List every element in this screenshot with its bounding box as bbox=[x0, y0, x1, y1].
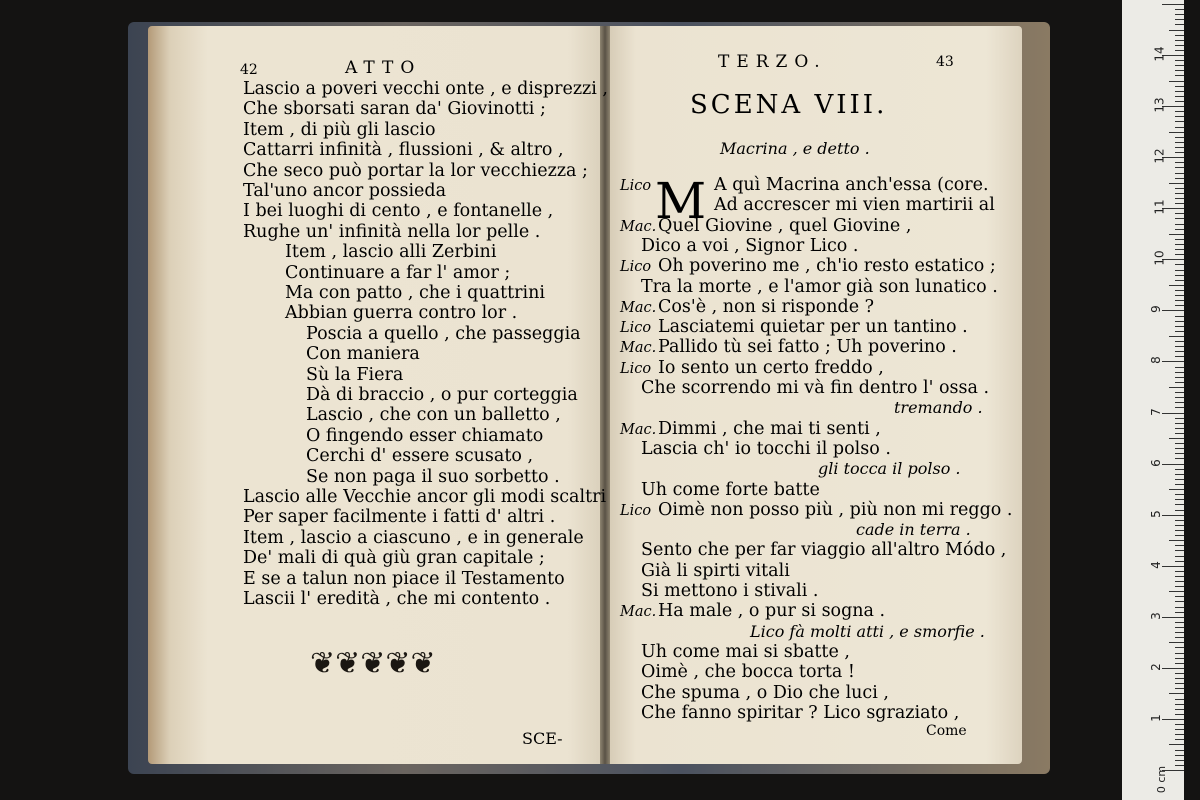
ruler-tick bbox=[1175, 142, 1184, 143]
ruler-tick bbox=[1175, 305, 1184, 306]
ruler-tick bbox=[1175, 535, 1184, 536]
ruler-tick bbox=[1175, 382, 1184, 383]
left-text-line: De' mali di quà giù gran capitale ; bbox=[243, 548, 545, 569]
ruler-tick bbox=[1175, 367, 1184, 368]
speaker-label: Mac. bbox=[620, 604, 657, 621]
ruler-tick bbox=[1175, 377, 1184, 378]
ruler-tick bbox=[1175, 433, 1184, 434]
ruler-tick bbox=[1175, 351, 1184, 352]
ruler-tick bbox=[1175, 458, 1184, 459]
dialogue-line: Quel Giovine , quel Giovine , bbox=[658, 215, 912, 236]
ruler-tick bbox=[1169, 30, 1184, 31]
left-text-line: Ma con patto , che i quattrini bbox=[285, 283, 545, 303]
dialogue-line: Io sento un certo freddo , bbox=[658, 357, 884, 378]
ruler-tick bbox=[1175, 275, 1184, 276]
ruler-tick bbox=[1175, 729, 1184, 730]
ruler-tick bbox=[1175, 356, 1184, 357]
ruler-tick bbox=[1175, 453, 1184, 454]
left-text-line: Che seco può portar la lor vecchiezza ; bbox=[243, 160, 588, 181]
ruler-tick bbox=[1175, 699, 1184, 700]
ruler-tick bbox=[1169, 387, 1184, 388]
ruler-tick bbox=[1175, 673, 1184, 674]
ruler-tick bbox=[1169, 591, 1184, 592]
ruler-tick bbox=[1175, 45, 1184, 46]
ruler-tick bbox=[1175, 663, 1184, 664]
ruler-tick bbox=[1175, 280, 1184, 281]
ruler-tick bbox=[1175, 229, 1184, 230]
drop-cap: M bbox=[655, 172, 707, 230]
speaker-label: Mac. bbox=[620, 340, 657, 357]
ruler-tick bbox=[1175, 607, 1184, 608]
dialogue-line: Si mettono i stivali . bbox=[641, 581, 819, 601]
ruler-tick bbox=[1169, 336, 1184, 337]
dialogue-line: Dimmi , che mai ti senti , bbox=[658, 418, 881, 439]
ruler-tick bbox=[1162, 310, 1184, 311]
ruler-tick bbox=[1175, 576, 1184, 577]
dialogue-line: Già li spirti vitali bbox=[641, 560, 790, 581]
ruler-tick bbox=[1175, 372, 1184, 373]
ruler-number: 4 bbox=[1148, 560, 1163, 569]
ruler-tick bbox=[1175, 173, 1184, 174]
ruler-tick bbox=[1175, 678, 1184, 679]
ruler-tick bbox=[1175, 147, 1184, 148]
ruler-tick bbox=[1175, 341, 1184, 342]
left-text-line: O fingendo esser chiamato bbox=[306, 425, 544, 446]
ruler-tick bbox=[1175, 326, 1184, 327]
ruler-tick bbox=[1175, 101, 1184, 102]
ruler-tick bbox=[1175, 571, 1184, 572]
left-text-line: Cattarri infinità , flussioni , & altro , bbox=[243, 140, 564, 161]
speaker-label: Lico bbox=[620, 320, 652, 337]
ruler-tick bbox=[1175, 632, 1184, 633]
speaker-label: Lico bbox=[620, 178, 652, 194]
ruler-tick bbox=[1175, 270, 1184, 271]
ruler-tick bbox=[1175, 499, 1184, 500]
ruler-tick bbox=[1175, 525, 1184, 526]
right-running-head: TERZO. bbox=[718, 52, 827, 72]
ruler-number: 10 bbox=[1152, 250, 1167, 266]
dialogue-line: Lasciatemi quietar per un tantino . bbox=[658, 317, 968, 338]
ruler-tick bbox=[1175, 704, 1184, 705]
ruler-tick bbox=[1175, 75, 1184, 76]
ruler-tick bbox=[1175, 331, 1184, 332]
left-text-line: Cerchi d' essere scusato , bbox=[306, 446, 534, 467]
left-text-line: Item , lascio a ciascuno , e in generale bbox=[243, 527, 584, 548]
ruler-tick bbox=[1169, 489, 1184, 490]
scene-characters: Macrina , e detto . bbox=[720, 139, 870, 158]
ruler-tick bbox=[1169, 693, 1184, 694]
ruler-tick bbox=[1175, 14, 1184, 15]
left-text-line: Item , di più gli lascio bbox=[243, 119, 436, 140]
ruler-tick bbox=[1175, 765, 1184, 766]
ruler-tick bbox=[1162, 617, 1184, 618]
stage-direction: gli tocca il polso . bbox=[818, 459, 961, 479]
ruler-tick bbox=[1175, 224, 1184, 225]
ruler-tick bbox=[1175, 586, 1184, 587]
ruler-tick bbox=[1175, 121, 1184, 122]
dialogue-line: Ha male , o pur si sogna . bbox=[658, 601, 886, 622]
ruler-tick bbox=[1162, 566, 1184, 567]
ruler-tick bbox=[1175, 397, 1184, 398]
ruler-tick bbox=[1162, 361, 1184, 362]
ruler-tick bbox=[1175, 193, 1184, 194]
ruler-tick bbox=[1175, 469, 1184, 470]
ruler-tick bbox=[1175, 70, 1184, 71]
dialogue-line: A quì Macrina anch'essa (core. bbox=[714, 175, 989, 195]
ruler-tick bbox=[1175, 443, 1184, 444]
speaker-label: Mac. bbox=[620, 218, 657, 235]
ruler-tick bbox=[1169, 183, 1184, 184]
ruler-tick bbox=[1169, 744, 1184, 745]
ruler-tick bbox=[1175, 407, 1184, 408]
ruler-tick bbox=[1175, 19, 1184, 20]
left-text-line: Rughe un' infinità nella lor pelle . bbox=[243, 221, 541, 242]
left-text-line: Lascio a poveri vecchi onte , e disprezzi , bbox=[243, 79, 608, 99]
dialogue-line: Sento che per far viaggio all'altro Módo , bbox=[641, 540, 1007, 561]
ruler-number: 8 bbox=[1148, 356, 1163, 365]
ruler-tick bbox=[1175, 601, 1184, 602]
ruler-tick bbox=[1175, 561, 1184, 562]
dialogue-line: Dico a voi , Signor Lico . bbox=[641, 235, 859, 256]
ruler-tick bbox=[1175, 637, 1184, 638]
ruler-tick bbox=[1175, 402, 1184, 403]
ruler-tick bbox=[1175, 658, 1184, 659]
ruler-tick bbox=[1175, 755, 1184, 756]
ruler-number: 14 bbox=[1152, 46, 1167, 62]
ruler-tick bbox=[1175, 683, 1184, 684]
ruler-tick bbox=[1162, 515, 1184, 516]
left-text-line: Lascio alle Vecchie ancor gli modi scaltri bbox=[243, 487, 607, 507]
ruler-tick bbox=[1175, 392, 1184, 393]
ornament: ❦❦❦❦❦ bbox=[310, 646, 436, 681]
dialogue-line: Uh come forte batte bbox=[641, 479, 820, 500]
ruler-tick bbox=[1175, 86, 1184, 87]
left-text-line: Lascii l' eredità , che mi contento . bbox=[243, 589, 551, 609]
ruler-tick bbox=[1175, 520, 1184, 521]
left-text-line: Per saper facilmente i fatti d' altri . bbox=[243, 507, 556, 528]
ruler-tick bbox=[1175, 734, 1184, 735]
ruler-number: 13 bbox=[1152, 97, 1167, 113]
right-page-number: 43 bbox=[936, 54, 954, 70]
left-text-line: E se a talun non piace il Testamento bbox=[243, 568, 565, 589]
ruler-tick bbox=[1175, 739, 1184, 740]
ruler-tick bbox=[1175, 254, 1184, 255]
ruler-tick bbox=[1169, 540, 1184, 541]
ruler-tick bbox=[1175, 550, 1184, 551]
dialogue-line: Oimè , che bocca torta ! bbox=[641, 662, 855, 683]
left-text-line: Continuare a far l' amor ; bbox=[285, 262, 511, 283]
ruler-tick bbox=[1175, 484, 1184, 485]
ruler-tick bbox=[1162, 4, 1184, 5]
ruler-number: 5 bbox=[1148, 509, 1163, 518]
ruler-tick bbox=[1175, 750, 1184, 751]
right-catchword: Come bbox=[926, 723, 967, 739]
speaker-label: Mac. bbox=[620, 421, 657, 438]
ruler-unit-label: 0 cm bbox=[1155, 765, 1169, 794]
left-text-line: Dà di braccio , o pur corteggia bbox=[306, 385, 578, 405]
ruler-tick bbox=[1175, 714, 1184, 715]
ruler-tick bbox=[1175, 178, 1184, 179]
ruler-tick bbox=[1175, 423, 1184, 424]
dialogue-line: Tra la morte , e l'amor già son lunatico . bbox=[641, 276, 998, 297]
ruler-number: 9 bbox=[1148, 305, 1163, 314]
ruler-tick bbox=[1175, 249, 1184, 250]
ruler-tick bbox=[1175, 760, 1184, 761]
ruler-tick bbox=[1175, 346, 1184, 347]
dialogue-line: Che scorrendo mi và fin dentro l' ossa . bbox=[641, 378, 990, 398]
left-text-line: Se non paga il suo sorbetto . bbox=[306, 466, 560, 487]
dialogue-line: Cos'è , non si risponde ? bbox=[658, 296, 874, 317]
ruler-tick bbox=[1169, 81, 1184, 82]
ruler-tick bbox=[1175, 316, 1184, 317]
ruler-tick bbox=[1175, 40, 1184, 41]
ruler-tick bbox=[1162, 668, 1184, 669]
ruler-number: 12 bbox=[1152, 148, 1167, 164]
ruler-tick bbox=[1169, 438, 1184, 439]
ruler-tick bbox=[1175, 65, 1184, 66]
ruler-tick bbox=[1175, 213, 1184, 214]
ruler-tick bbox=[1175, 218, 1184, 219]
ruler-tick bbox=[1175, 545, 1184, 546]
ruler-tick bbox=[1175, 152, 1184, 153]
speaker-label: Lico bbox=[620, 360, 652, 377]
ruler-tick bbox=[1175, 510, 1184, 511]
ruler-tick bbox=[1175, 244, 1184, 245]
ruler-tick bbox=[1175, 622, 1184, 623]
dialogue-line: Oh poverino me , ch'io resto estatico ; bbox=[658, 256, 996, 277]
ruler-number: 3 bbox=[1148, 611, 1163, 620]
ruler-tick bbox=[1175, 688, 1184, 689]
ruler-tick bbox=[1175, 627, 1184, 628]
ruler-tick bbox=[1175, 612, 1184, 613]
left-text-line: Abbian guerra contro lor . bbox=[285, 303, 518, 324]
ruler-tick bbox=[1175, 530, 1184, 531]
ruler-tick bbox=[1175, 479, 1184, 480]
ruler-tick bbox=[1175, 9, 1184, 10]
ruler-tick bbox=[1162, 719, 1184, 720]
ruler-number: 11 bbox=[1152, 199, 1167, 215]
ruler-tick bbox=[1175, 127, 1184, 128]
book-gutter bbox=[600, 26, 610, 764]
ruler-tick bbox=[1175, 24, 1184, 25]
ruler-tick bbox=[1175, 264, 1184, 265]
ruler-tick bbox=[1175, 647, 1184, 648]
ruler-tick bbox=[1175, 709, 1184, 710]
dialogue-line: Ad accrescer mi vien martirii al bbox=[714, 195, 995, 216]
ruler-tick bbox=[1175, 724, 1184, 725]
ruler-tick bbox=[1169, 642, 1184, 643]
ruler-tick bbox=[1162, 464, 1184, 465]
ruler-tick bbox=[1175, 116, 1184, 117]
ruler-tick bbox=[1169, 234, 1184, 235]
ruler-tick bbox=[1175, 91, 1184, 92]
ruler-tick bbox=[1169, 285, 1184, 286]
ruler-tick bbox=[1175, 111, 1184, 112]
dialogue-line: Oimè non posso più , più non mi reggo . bbox=[658, 499, 1013, 520]
ruler-tick bbox=[1175, 290, 1184, 291]
ruler-number: 7 bbox=[1148, 407, 1163, 416]
ruler-number: 2 bbox=[1148, 663, 1163, 671]
ruler-tick bbox=[1175, 203, 1184, 204]
speaker-label: Lico bbox=[620, 502, 652, 519]
stage-direction: cade in terra . bbox=[856, 520, 971, 540]
left-text-line: Item , lascio alli Zerbini bbox=[285, 242, 497, 263]
ruler-tick bbox=[1175, 167, 1184, 168]
left-text-line: I bei luoghi di cento , e fontanelle , bbox=[243, 201, 554, 222]
left-text-line: Sù la Fiera bbox=[306, 364, 404, 385]
ruler-tick bbox=[1175, 50, 1184, 51]
ruler-tick bbox=[1175, 653, 1184, 654]
ruler-tick bbox=[1175, 581, 1184, 582]
ruler-tick bbox=[1175, 448, 1184, 449]
speaker-label: Mac. bbox=[620, 299, 657, 316]
ruler-tick bbox=[1162, 413, 1184, 414]
left-text-line: Poscia a quello , che passeggia bbox=[306, 323, 581, 344]
measuring-ruler bbox=[1122, 0, 1184, 800]
left-text-line: Che sborsati saran da' Giovinotti ; bbox=[243, 99, 546, 120]
ruler-tick bbox=[1175, 418, 1184, 419]
ruler-tick bbox=[1175, 60, 1184, 61]
ruler-tick bbox=[1175, 35, 1184, 36]
dialogue-line: Pallido tù sei fatto ; Uh poverino . bbox=[658, 337, 957, 358]
ruler-tick bbox=[1175, 188, 1184, 189]
left-running-head: ATTO bbox=[345, 58, 422, 78]
ruler-tick bbox=[1175, 96, 1184, 97]
ruler-number: 1 bbox=[1148, 714, 1163, 722]
ruler-tick bbox=[1169, 132, 1184, 133]
ruler-tick bbox=[1175, 300, 1184, 301]
stage-direction: tremando . bbox=[894, 398, 983, 418]
ruler-tick bbox=[1175, 494, 1184, 495]
dialogue-line: Che fanno spiritar ? Lico sgraziato , bbox=[641, 702, 960, 723]
left-text-line: Con maniera bbox=[306, 344, 420, 365]
ruler-tick bbox=[1175, 504, 1184, 505]
ruler-tick bbox=[1175, 556, 1184, 557]
left-text-line: Lascio , che con un balletto , bbox=[306, 405, 561, 426]
left-catchword: SCE- bbox=[522, 729, 563, 748]
dialogue-line: Che spuma , o Dio che luci , bbox=[641, 682, 889, 703]
ruler-tick bbox=[1175, 474, 1184, 475]
ruler-tick bbox=[1175, 428, 1184, 429]
ruler-tick bbox=[1175, 596, 1184, 597]
ruler-tick bbox=[1175, 162, 1184, 163]
ruler-tick bbox=[1175, 295, 1184, 296]
ruler-tick bbox=[1175, 321, 1184, 322]
left-text-line: Tal'uno ancor possieda bbox=[243, 181, 447, 201]
scene-title: SCENA VIII. bbox=[690, 90, 888, 120]
dialogue-line: Lascia ch' io tocchi il polso . bbox=[641, 438, 891, 459]
ruler-number: 6 bbox=[1148, 458, 1163, 467]
ruler-tick bbox=[1175, 239, 1184, 240]
ruler-tick bbox=[1175, 137, 1184, 138]
dialogue-line: Uh come mai si sbatte , bbox=[641, 641, 850, 662]
left-page-number: 42 bbox=[240, 62, 258, 78]
ruler-tick bbox=[1175, 198, 1184, 199]
speaker-label: Lico bbox=[620, 259, 652, 276]
stage-direction: Lico fà molti atti , e smorfie . bbox=[750, 621, 985, 641]
